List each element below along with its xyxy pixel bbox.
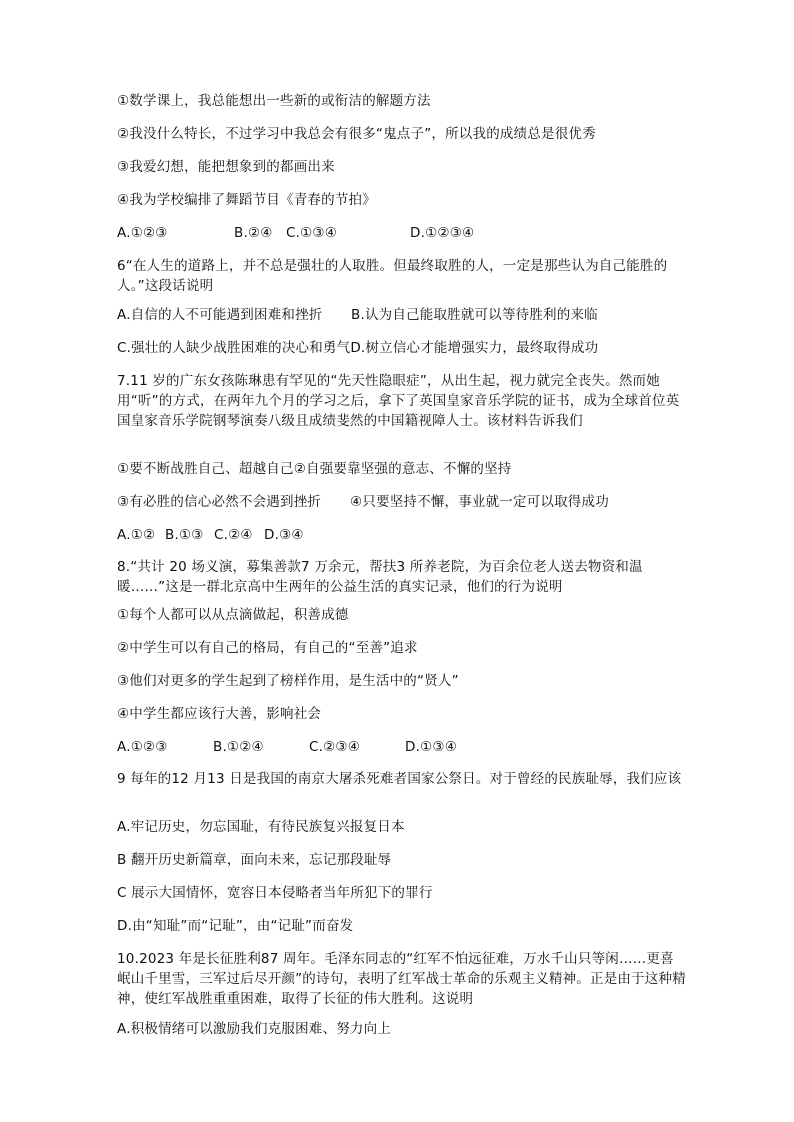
q7-stem: 7.11 岁的广东女孩陈琳患有罕见的“先天性隐眼症”，从出生起，视力就完全丧失。然而她用“听”的方式，在两年九个月的学习之后，拿下了英国皇家音乐学院的证书，成为全球首位英国皇家音乐学院钢琴演奏八级且成绩斐然的中国籍视障人士。该材料告诉我们 xyxy=(117,373,680,429)
q6-option-b: B.认为自己能取胜就可以等待胜利的来临 xyxy=(351,307,598,323)
q6-option-c: C.强壮的人缺少战胜困难的决心和勇气 xyxy=(117,340,351,356)
q8-item-4: ④中学生都应该行大善，影响社会 xyxy=(117,706,322,722)
q9-option-c: C 展示大国情怀，宽容日本侵略者当年所犯下的罪行 xyxy=(117,885,433,901)
q5-item-1: ①数学课上，我总能想出一些新的或衔洁的解题方法 xyxy=(117,93,431,109)
q5-options xyxy=(117,223,687,243)
q7-item-3: ③有必胜的信心必然不会遇到挫折 xyxy=(117,494,322,510)
q8-item-2: ②中学生可以有自己的格局，有自己的“至善”追求 xyxy=(117,640,418,656)
q8-option-b: B.①②④ xyxy=(213,739,264,755)
q6-option-d: D.树立信心才能增强实力，最终取得成功 xyxy=(350,340,599,356)
q6-option-a: A.自信的人不可能遇到困难和挫折 xyxy=(117,307,323,323)
q6-stem: 6“在人生的道路上，并不总是强壮的人取胜。但最终取胜的人，一定是那些认为自己能胜的人。”这段话说明 xyxy=(117,258,668,294)
q7-option-c: C.②④ xyxy=(214,527,253,543)
q10-option-a: A.积极情绪可以激励我们克服困难、努力向上 xyxy=(117,1021,391,1037)
q9-option-d: D.由“知耻”而“记耻”，由“记耻”而奋发 xyxy=(117,918,354,934)
q7-option-d: D.③④ xyxy=(264,527,304,543)
q7-option-b: B.①③ xyxy=(165,527,204,543)
q7-option-a: A.①② xyxy=(117,527,156,543)
q5-item-3: ③我爱幻想，能把想象到的都画出来 xyxy=(117,159,335,175)
q7-item-line2 xyxy=(117,492,687,512)
q8-item-1: ①每个人都可以从点滴做起，积善成德 xyxy=(117,607,349,623)
q10-stem: 10.2023 年是长征胜利87 周年。毛泽东同志的“红军不怕远征难，万水千山只等闲……更喜岷山千里雪，三军过后尽开颜”的诗句，表明了红军战士革命的乐观主义精神。正是由于这种精神，使红军战胜重重困难，取得了长征的伟大胜利。这说明 xyxy=(117,951,686,1007)
q9-option-b: B 翻开历史新篇章，面向未来，忘记那段耻辱 xyxy=(117,852,392,868)
q5-option-a: A.①②③ xyxy=(117,225,168,241)
q7-item-4: ④只要坚持不懈，事业就一定可以取得成功 xyxy=(350,494,609,510)
q5-option-d: D.①②③④ xyxy=(410,225,475,241)
q8-option-a: A.①②③ xyxy=(117,739,168,755)
q8-stem: 8.“共计 20 场义演，募集善款7 万余元，帮扶3 所养老院，为百余位老人送去物资和温暖……”这是一群北京高中生两年的公益生活的真实记录，他们的行为说明 xyxy=(117,559,643,595)
q5-item-2: ②我没什么特长，不过学习中我总会有很多“鬼点子”，所以我的成绩总是很优秀 xyxy=(117,126,596,142)
q7-options xyxy=(117,525,687,545)
q8-option-d: D.①③④ xyxy=(405,739,457,755)
q9-option-a: A.牢记历史，勿忘国耻，有待民族复兴报复日本 xyxy=(117,819,405,835)
q8-item-3: ③他们对更多的学生起到了榜样作用，是生活中的“贤人” xyxy=(117,673,459,689)
q5-option-b: B.②④ xyxy=(234,225,273,241)
q6-options-line1 xyxy=(117,305,687,325)
q8-option-c: C.②③④ xyxy=(309,739,361,755)
q5-option-c: C.①③④ xyxy=(286,225,338,241)
q7-item-line1: ①要不断战胜自己、超越自己②自强要靠坚强的意志、不懈的坚持 xyxy=(117,461,512,477)
q9-stem: 9 每年的12 月13 日是我国的南京大屠杀死难者国家公祭日。对于曾经的民族耻辱，我们应该 xyxy=(117,771,682,787)
q5-item-4: ④我为学校编排了舞蹈节目《青春的节拍》 xyxy=(117,192,376,208)
q6-options-line2 xyxy=(117,338,687,358)
q8-options xyxy=(117,737,687,757)
